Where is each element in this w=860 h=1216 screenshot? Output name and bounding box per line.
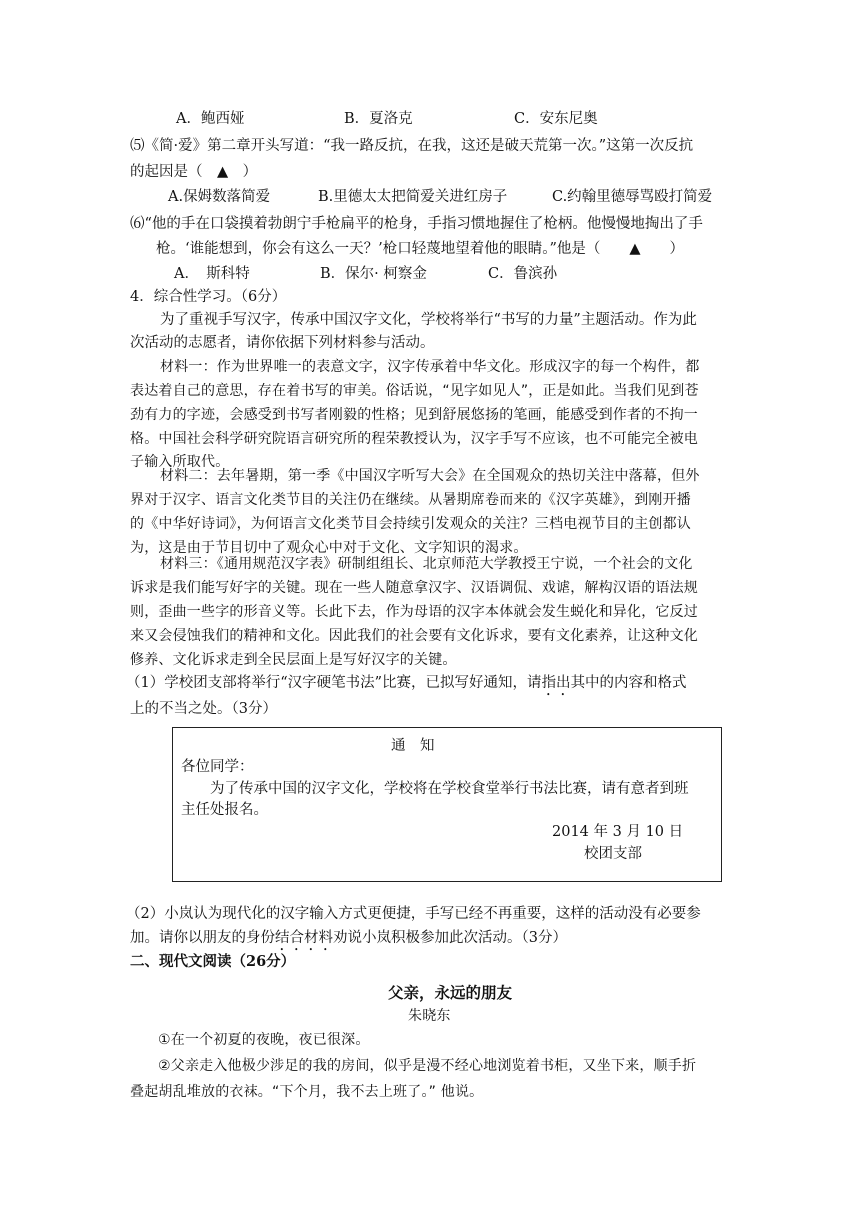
q4-heading: 4．综合性学习。（6分） (130, 289, 287, 305)
q3-option-c: C．安东尼奥 (514, 111, 598, 127)
notice-body-2: 主任处报名。 (181, 802, 268, 818)
material-1-line: 劲有力的字迹，会感受到书写者刚毅的性格；见到舒展悠扬的笔画，能感受到作者的不拘一 (130, 407, 698, 423)
q6-option-a: A． 斯科特 (174, 266, 250, 282)
material-1-line: 格。中国社会科学研究院语言研究所的程荣教授认为，汉字手写不应该，也不可能完全被电 (130, 431, 698, 447)
notice-body-1: 为了传承中国的汉字文化，学校将在学校食堂举行书法比赛，请有意者到班 (210, 781, 689, 797)
article-author: 朱晓东 (408, 1008, 451, 1024)
section-2-heading: 二、现代文阅读（26分） (130, 953, 296, 970)
material-3-line: 来又会侵蚀我们的精神和文化。因此我们的社会要有文化诉求，要有文化素养，让这种文化 (130, 628, 698, 644)
q5-option-c: C.约翰里德辱骂殴打简爱 (552, 189, 713, 205)
notice-greeting: 各位同学： (181, 759, 254, 775)
material-2-line: 界对于汉字、语言文化类节目的关注仍在继续。从暑期席卷而来的《汉字英雄》，到刚开播 (130, 492, 691, 508)
q3-option-b: B．夏洛克 (344, 111, 413, 127)
q6-option-c: C．鲁滨孙 (488, 266, 558, 282)
q4-intro-1: 为了重视手写汉字，传承中国汉字文化，学校将举行“书写的力量”主题活动。作为此 (160, 312, 697, 328)
q5-line-1: ⑸《简·爱》第二章开头写道：“我一路反抗，在我，这还是破天荒第一次。”这第一次反抗 (130, 138, 694, 154)
article-paragraph-1: ①在一个初夏的夜晚，夜已很深。 (158, 1032, 370, 1048)
q4-sub2-line-1: （2）小岚认为现代化的汉字输入方式更便捷，手写已经不再重要，这样的活动没有必要参 (126, 906, 701, 922)
material-3-line: 诉求是我们能写好字的关键。现在一些人随意拿汉字、汉语调侃、戏谑，解构汉语的语法规 (130, 580, 698, 596)
notice-signer: 校团支部 (584, 846, 642, 862)
q4-intro-2: 次活动的志愿者，请你依据下列材料参与活动。 (130, 335, 435, 351)
material-3-line: 材料三：《通用规范汉字表》研制组组长、北京师范大学教授王宁说，一个社会的文化 (160, 556, 693, 572)
material-3-line: 则，歪曲一些字的形音义等。长此下去，作为母语的汉字本体就会发生蜕化和异化，它反过 (130, 604, 698, 620)
q5-option-b: B.里德太太把简爱关进红房子 (318, 189, 508, 205)
q4-sub2-line-2: 加。请你以朋友的身份结合材料劝说小岚积极参加此次活动。（3分） (130, 930, 567, 946)
material-2-line: 为，这是由于节目切中了观众心中对于文化、文字知识的渴求。 (130, 540, 528, 556)
q4-sub1-line-2: 上的不当之处。（3分） (130, 701, 277, 717)
q6-line-2: 枪。‘谁能想到，你会有这么一天？’枪口轻蔑地望着他的眼睛。”他是（ ▲ ） (156, 241, 685, 257)
q4-sub1-line-1: （1）学校团支部将举行“汉字硬笔书法”比赛，已拟写好通知，请指出其中的内容和格式 (126, 675, 687, 691)
material-1-line: 子输入所取代。 (130, 454, 230, 470)
article-paragraph-2-line-1: ②父亲走入他极少涉足的我的房间，似乎是漫不经心地浏览着书柜，又坐下来，顺手折 (158, 1058, 697, 1074)
emphasis-text: 结合材料 (275, 930, 333, 946)
material-2-line: 材料二：去年暑期，第一季《中国汉字听写大会》在全国观众的热切关注中落幕，但外 (160, 468, 700, 484)
emphasis-text: 指出 (541, 675, 571, 691)
q6-option-b: B．保尔· 柯察金 (320, 266, 427, 282)
article-paragraph-2-line-2: 叠起胡乱堆放的衣袜。“下个月，我不去上班了。” 他说。 (130, 1084, 484, 1100)
material-3-line: 修养、文化诉求走到全民层面上是写好汉字的关键。 (130, 652, 457, 668)
notice-date: 2014 年 3 月 10 日 (552, 824, 684, 840)
q5-line-2: 的起因是（ ▲ ） (130, 164, 258, 180)
material-1-line: 材料一：作为世界唯一的表意文字，汉字传承着中华文化。形成汉字的每一个构件，都 (160, 359, 700, 375)
material-1-line: 表达着自己的意思，存在着书写的审美。俗话说，“见字如见人”，正是如此。当我们见到苍 (130, 383, 699, 399)
article-title: 父亲，永远的朋友 (388, 983, 513, 1002)
q5-option-a: A.保姆数落简爱 (168, 189, 271, 205)
q3-option-a: A．鲍西娅 (176, 111, 245, 127)
q6-line-1: ⑹“他的手在口袋摸着勃朗宁手枪扁平的枪身，手指习惯地握住了枪柄。他慢慢地掏出了手 (130, 216, 703, 232)
notice-title: 通 知 (391, 738, 435, 754)
material-2-line: 的《中华好诗词》，为何语言文化类节目会持续引发观众的关注？三档电视节目的主创都认 (130, 516, 691, 532)
